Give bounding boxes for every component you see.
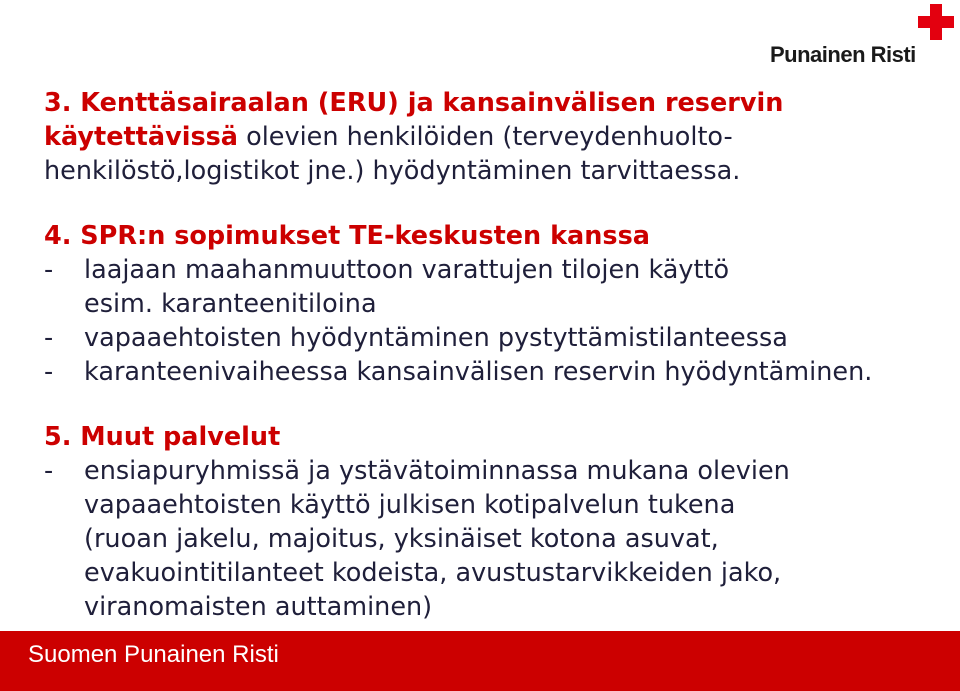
- red-cross-logo: [770, 4, 958, 68]
- section-4-bullet-2: [44, 321, 944, 355]
- bullet-dash: -: [44, 323, 54, 353]
- bullet-dash: -: [44, 255, 54, 285]
- logo-text: Punainen Risti: [770, 42, 916, 67]
- section-3-line-3: henkilöstö,logistikot jne.) hyödyntäminen tarvittaessa.: [44, 156, 741, 186]
- section-5-bullet-line-5: viranomaisten auttaminen): [84, 592, 433, 622]
- bullet-dash: -: [44, 456, 54, 486]
- section-3: [44, 86, 944, 188]
- bullet-text: karanteenivaiheessa kansainvälisen reservin hyödyntäminen.: [84, 357, 873, 387]
- section-4-heading: 4. SPR:n sopimukset TE-keskusten kanssa: [44, 221, 650, 251]
- footer-text: Suomen Punainen Risti: [28, 641, 279, 668]
- section-5-bullet-line-4: evakuointitilanteet kodeista, avustustarvikkeiden jako,: [84, 558, 782, 588]
- bullet-dash: -: [44, 357, 54, 387]
- section-5-bullet-line-2: vapaaehtoisten käyttö julkisen kotipalvelun tukena: [84, 490, 736, 520]
- section-4-bullet-1-continuation: esim. karanteenitiloina: [84, 289, 377, 319]
- section-5: [44, 420, 944, 624]
- bullet-text: ensiapuryhmissä ja ystävätoiminnassa mukana olevien: [84, 456, 790, 486]
- section-5-bullet-line-3: (ruoan jakelu, majoitus, yksinäiset kotona asuvat,: [84, 524, 719, 554]
- bullet-text: laajaan maahanmuuttoon varattujen tilojen käyttö: [84, 255, 730, 285]
- section-5-bullet-1: [44, 454, 944, 488]
- section-3-heading-bold-part: käytettävissä: [44, 122, 239, 152]
- slide-content: [44, 86, 944, 624]
- bullet-text: vapaaehtoisten hyödyntäminen pystyttämistilanteessa: [84, 323, 788, 353]
- section-3-heading-rest: olevien henkilöiden (terveydenhuolto-: [238, 122, 733, 152]
- section-4: [44, 219, 944, 389]
- section-4-bullet-1: [44, 253, 944, 287]
- footer-bar: [0, 631, 960, 691]
- section-3-line-2: [44, 120, 944, 154]
- section-4-bullet-3: [44, 355, 944, 389]
- red-cross-icon: [918, 4, 954, 40]
- section-5-heading: 5. Muut palvelut: [44, 422, 281, 452]
- section-3-heading: 3. Kenttäsairaalan (ERU) ja kansainvälisen reservin: [44, 88, 784, 118]
